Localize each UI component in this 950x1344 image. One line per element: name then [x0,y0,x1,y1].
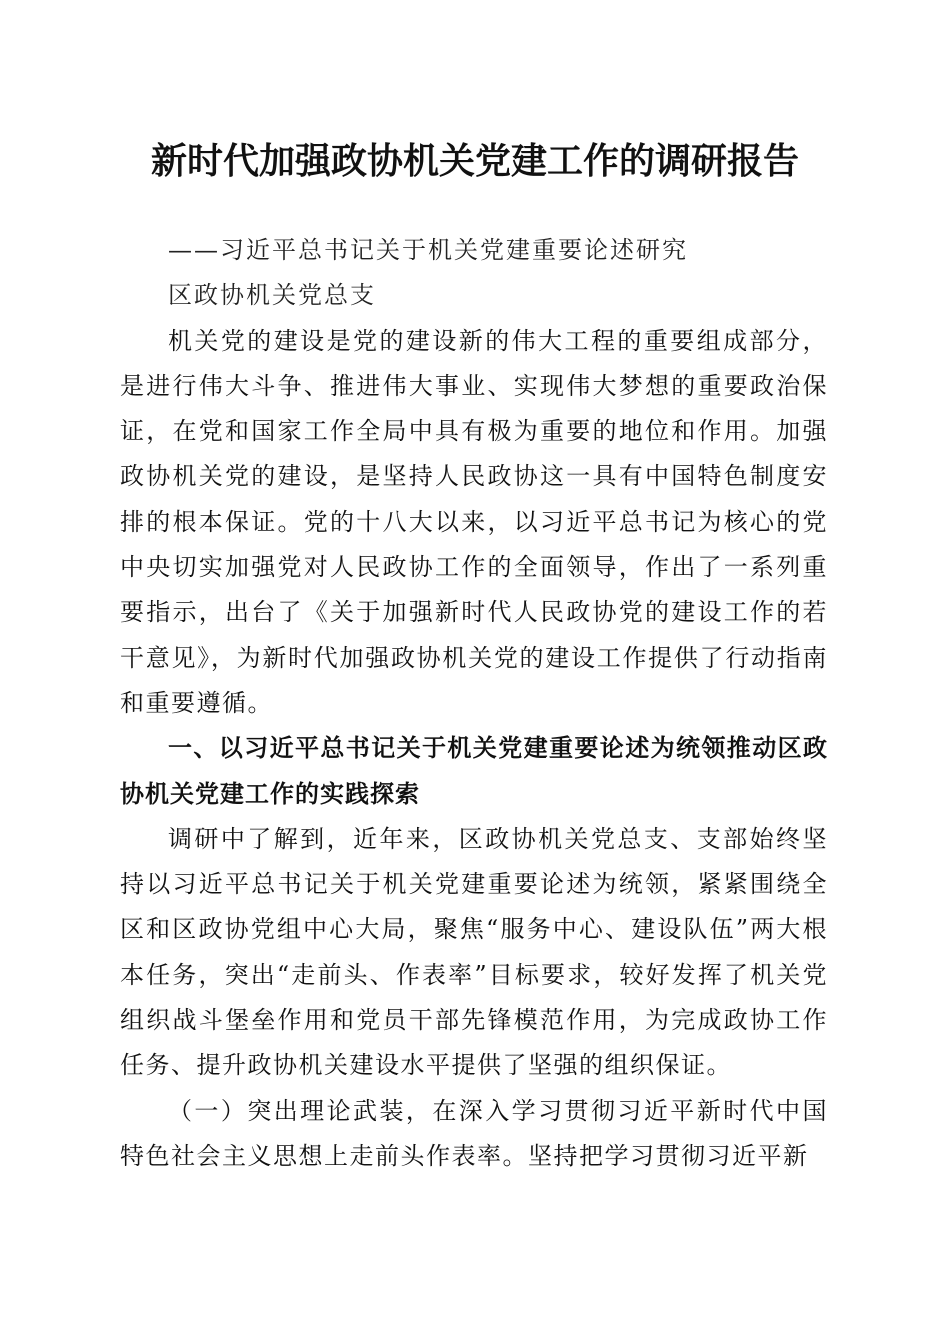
section-heading-1: 一、以习近平总书记关于机关党建重要论述为统领推动区政协机关党建工作的实践探索 [120,734,828,808]
subsection-1-paragraph: （一）突出理论武装，在深入学习贯彻习近平新时代中国特色社会主义思想上走前头作表率。坚持把学习贯彻习近平新 [120,1096,828,1170]
document-author: 区政协机关党总支 [168,281,376,310]
document-body [120,228,828,1179]
document-subtitle: ——习近平总书记关于机关党建重要论述研究 [168,236,688,264]
document-title: 新时代加强政协机关党建工作的调研报告 [150,140,799,182]
intro-paragraph: 机关党的建设是党的建设新的伟大工程的重要组成部分，是进行伟大斗争、推进伟大事业、实现伟大梦想的重要政治保证，在党和国家工作全局中具有极为重要的地位和作用。加强政协机关党的建设，是坚持人民政协这一具有中国特色制度安排的根本保证。党的十八大以来，以习近平总书记为核心的党中央切实加强党对人民政协工作的全面领导，作出了一系列重要指示，出台了《关于加强新时代人民政协党的建设工作的若干意见》，为新时代加强政协机关党的建设工作提供了行动指南和重要遵循。 [120,326,828,717]
section-1-paragraph: 调研中了解到，近年来，区政协机关党总支、支部始终坚持以习近平总书记关于机关党建重要论述为统领，紧紧围绕全区和区政协党组中心大局，聚焦“服务中心、建设队伍”两大根本任务，突出“走前头、作表率”目标要求，较好发挥了机关党组织战斗堡垒作用和党员干部先锋模范作用，为完成政协工作任务、提升政协机关建设水平提供了坚强的组织保证。 [120,824,828,1080]
